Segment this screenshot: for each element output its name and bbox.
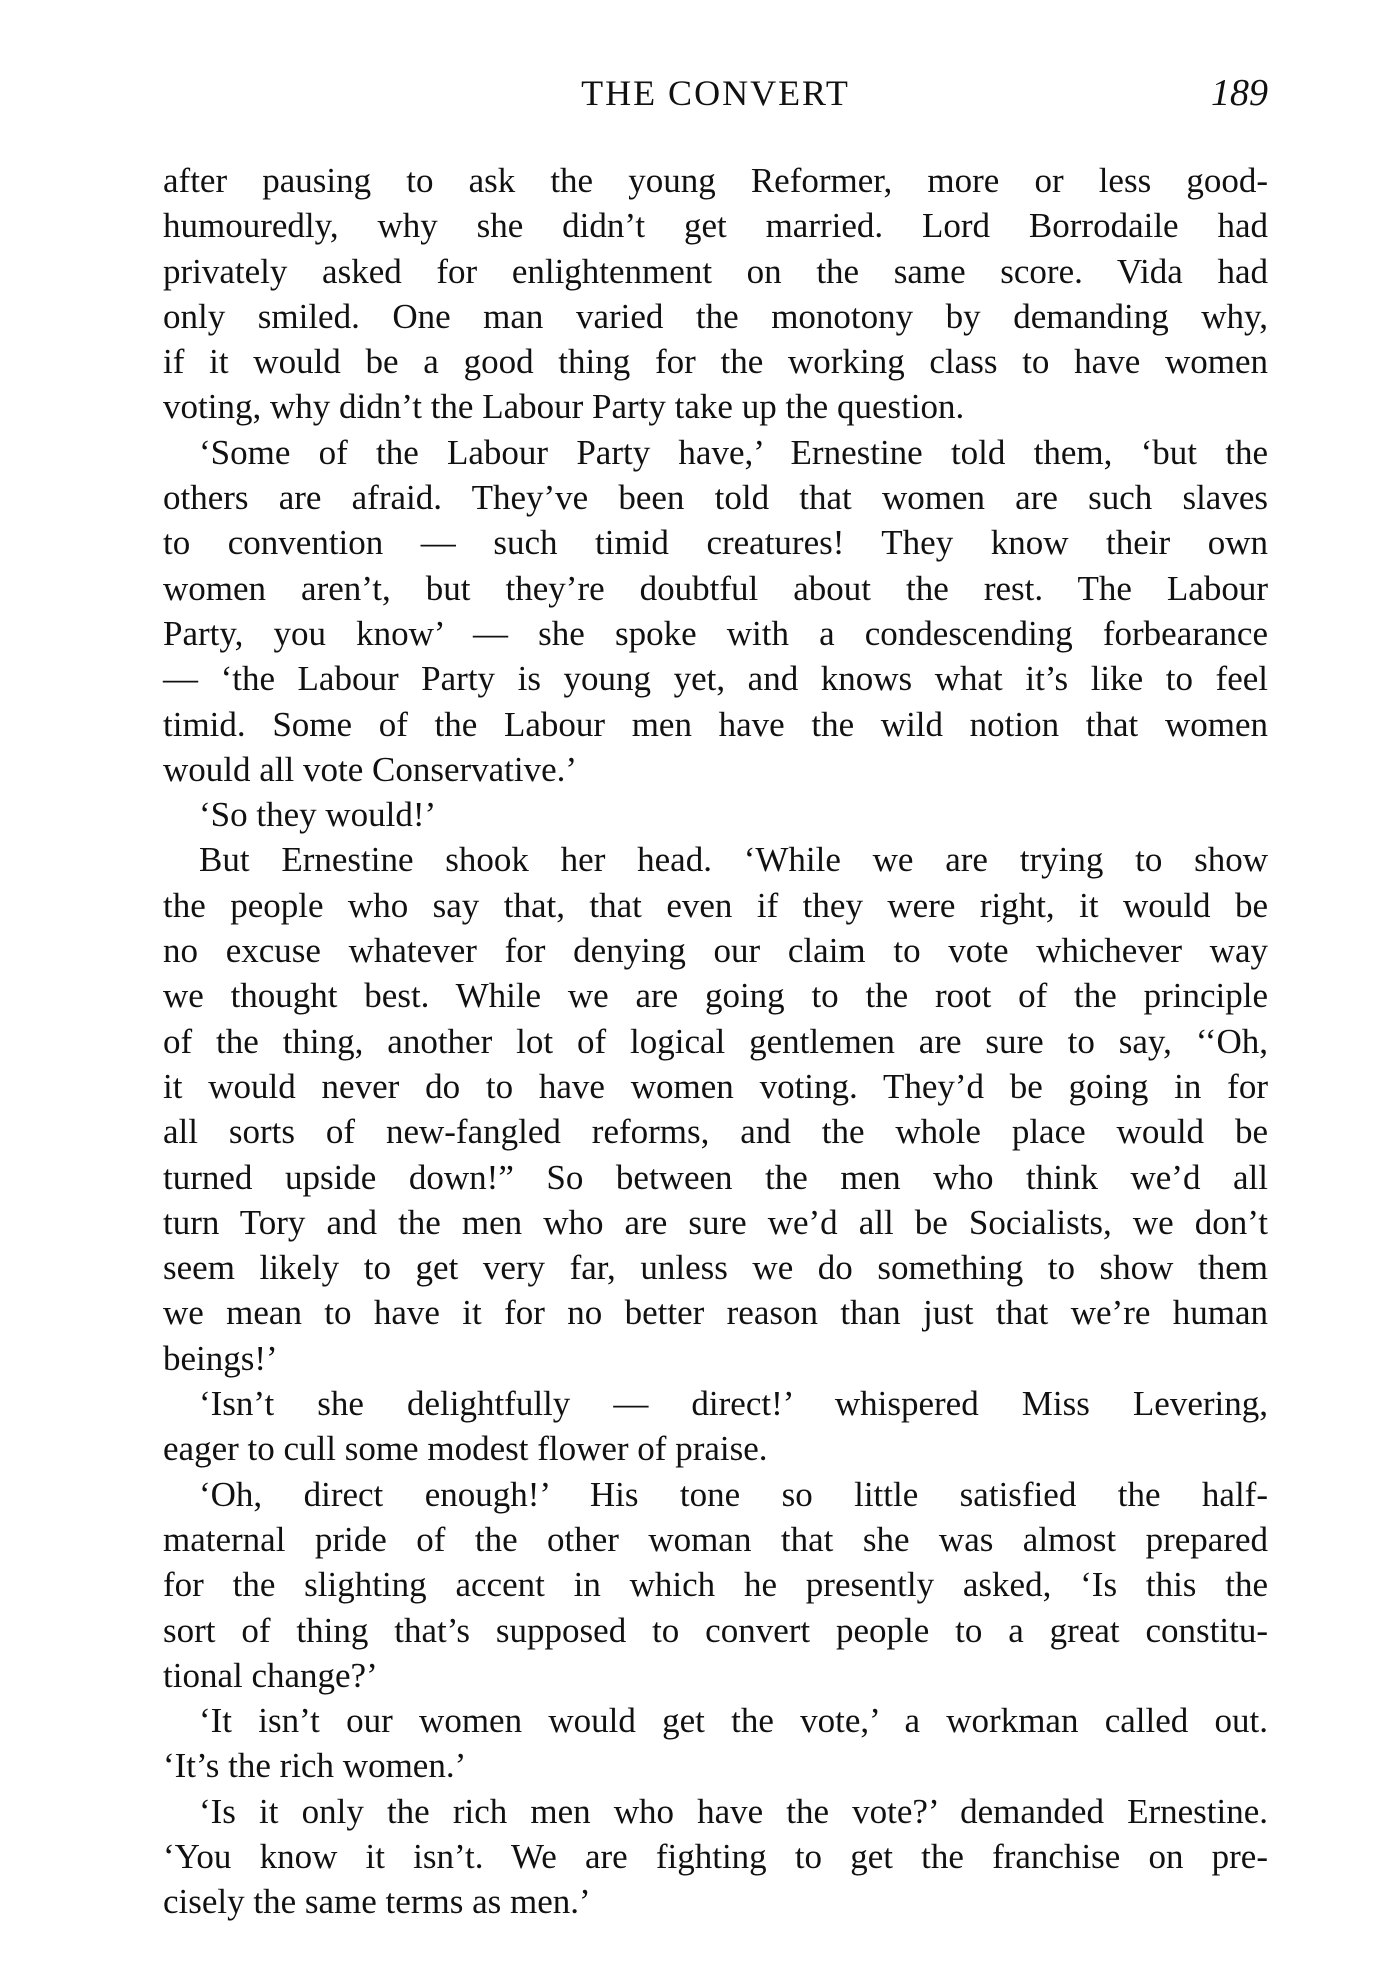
text-line: ‘Is it only the rich men who have the vote?’ demanded Ernestine. [199,1791,1268,1831]
text-line: women aren’t, but they’re doubtful about the rest. The Labour [163,568,1268,608]
page-number: 189 [1211,72,1268,114]
text-line: But Ernestine shook her head. ‘While we are trying to show [199,840,1268,880]
text-line: — ‘the Labour Party is young yet, and knows what it’s like to feel [163,659,1268,699]
text-line: would all vote Conservative.’ [163,749,578,789]
text-line: after pausing to ask the young Reformer, more or less good- [163,161,1268,200]
text-line: we mean to have it for no better reason than just that we’re human [163,1293,1268,1333]
text-line: ‘So they would!’ [199,795,437,835]
text-line: only smiled. One man varied the monotony by demanding why, [163,296,1268,336]
text-line: ‘You know it isn’t. We are fighting to get the franchise on pre- [163,1836,1268,1876]
text-line: ‘Isn’t she delightfully — direct!’ whispered Miss Levering, [199,1384,1268,1424]
text-line: for the slighting accent in which he presently asked, ‘Is this the [163,1565,1268,1605]
text-line: all sorts of new-fangled reforms, and the whole place would be [163,1112,1268,1152]
text-line: ‘It isn’t our women would get the vote,’ a workman called out. [199,1701,1268,1741]
text-line: maternal pride of the other woman that she was almost prepared [163,1519,1268,1559]
text-line: others are afraid. They’ve been told that women are such slaves [163,478,1268,518]
text-line: we thought best. While we are going to the root of the principle [163,976,1268,1016]
text-line: tional change?’ [163,1655,378,1695]
text-line: Party, you know’ — she spoke with a condescending forbearance [163,613,1268,653]
text-line: eager to cull some modest flower of praise. [163,1429,768,1469]
text-line: no excuse whatever for denying our claim to vote whichever way [163,931,1268,971]
text-line: to convention — such timid creatures! They know their own [163,523,1268,563]
running-title: THE CONVERT [581,73,850,113]
text-line: if it would be a good thing for the working class to have women [163,342,1268,382]
text-line: ‘Oh, direct enough!’ His tone so little satisfied the half- [199,1474,1268,1514]
text-line: turned upside down!” So between the men who think we’d all [163,1157,1268,1197]
text-line: ‘Some of the Labour Party have,’ Ernestine told them, ‘but the [199,432,1268,472]
text-line: voting, why didn’t the Labour Party take up the question. [163,387,965,427]
text-line: beings!’ [163,1338,278,1378]
text-line: timid. Some of the Labour men have the wild notion that women [163,704,1268,744]
text-line: of the thing, another lot of logical gentlemen are sure to say, ‘‘Oh, [163,1021,1268,1061]
text-line: the people who say that, that even if they were right, it would be [163,885,1268,925]
text-line: humouredly, why she didn’t get married. Lord Borrodaile had [163,206,1268,246]
text-line: cisely the same terms as men.’ [163,1882,591,1922]
text-line: turn Tory and the men who are sure we’d all be Socialists, we don’t [163,1202,1268,1242]
text-line: ‘It’s the rich women.’ [163,1746,467,1786]
body-text [163,158,1268,1925]
text-line: it would never do to have women voting. They’d be going in for [163,1066,1268,1106]
text-line: privately asked for enlightenment on the same score. Vida had [163,251,1268,291]
text-line: seem likely to get very far, unless we do something to show them [163,1248,1268,1288]
running-head [163,68,1268,118]
text-line: sort of thing that’s supposed to convert people to a great constitu- [163,1610,1268,1650]
